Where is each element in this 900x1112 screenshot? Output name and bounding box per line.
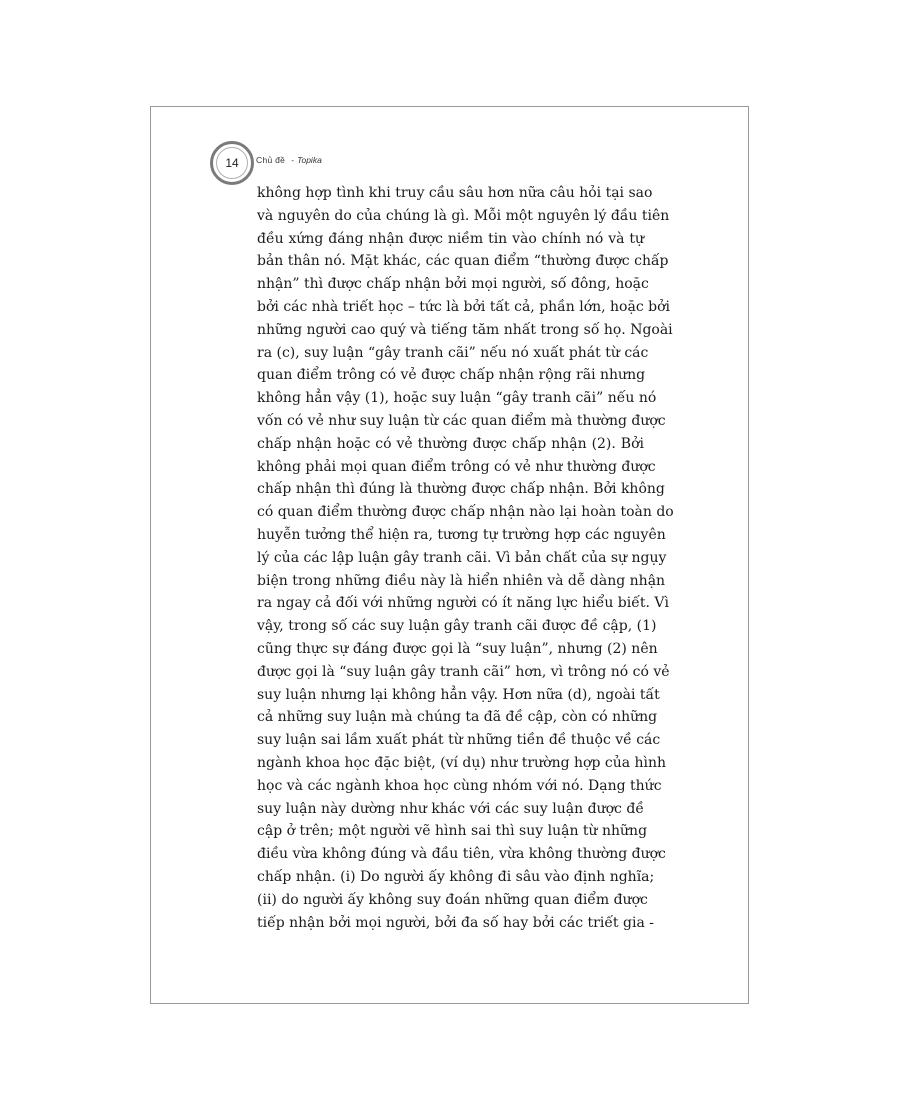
text-line: ra (c), suy luận “gây tranh cãi” nếu nó xuất phát từ các [257, 344, 649, 361]
text-line: học và các ngành khoa học cùng nhóm với nó. Dạng thức [257, 777, 662, 794]
text-line: lý của các lập luận gây tranh cãi. Vì bản chất của sự ngụy [257, 549, 667, 566]
text-line: chấp nhận. (i) Do người ấy không đi sâu vào định nghĩa; [257, 868, 655, 885]
text-line: bản thân nó. Mặt khác, các quan điểm “thường được chấp [257, 253, 669, 270]
text-line: chấp nhận hoặc có vẻ thường được chấp nhận (2). Bởi [257, 435, 644, 452]
text-line: không hợp tình khi truy cầu sâu hơn nữa câu hỏi tại sao [257, 185, 653, 201]
text-line: cũng thực sự đáng được gọi là “suy luận”, nhưng (2) nên [257, 640, 658, 657]
text-line: (ii) do người ấy không suy đoán những quan điểm được [257, 891, 648, 908]
text-line: những người cao quý và tiếng tăm nhất trong số họ. Ngoài [257, 321, 673, 338]
text-line: không hẳn vậy (1), hoặc suy luận “gây tranh cãi” nếu nó [257, 390, 657, 407]
running-header [256, 155, 322, 165]
chapter-title: Topika [297, 155, 322, 165]
page-number: 14 [225, 156, 239, 170]
text-line: suy luận này dường như khác với các suy luận được đề [257, 800, 644, 817]
text-line: tiếp nhận bởi mọi người, bởi đa số hay bởi các triết gia - [257, 914, 654, 931]
text-line: bởi các nhà triết học – tức là bởi tất cả, phần lớn, hoặc bởi [257, 298, 670, 315]
page-number-badge [210, 141, 254, 185]
text-line: suy luận nhưng lại không hẳn vậy. Hơn nữa (d), ngoài tất [257, 686, 660, 703]
text-line: không phải mọi quan điểm trông có vẻ như thường được [257, 458, 656, 475]
text-line: điều vừa không đúng và đầu tiên, vừa không thường được [257, 846, 666, 863]
text-line: và nguyên do của chúng là gì. Mỗi một nguyên lý đầu tiên [257, 207, 670, 224]
text-line: được gọi là “suy luận gây tranh cãi” hơn, vì trông nó có vẻ [257, 663, 670, 680]
text-line: nhận” thì được chấp nhận bởi mọi người, số đông, hoặc [257, 276, 649, 293]
text-line: huyễn tưởng thể hiện ra, tương tự trường hợp các nguyên [257, 526, 666, 543]
text-line: quan điểm trông có vẻ được chấp nhận rộng rãi nhưng [257, 367, 646, 384]
text-line: vốn có vẻ như suy luận từ các quan điểm mà thường được [257, 412, 666, 429]
header-separator: - [291, 155, 295, 165]
text-line: vậy, trong số các suy luận gây tranh cãi được đề cập, (1) [257, 618, 657, 635]
text-line: biện trong những điều này là hiển nhiên và dễ dàng nhận [257, 572, 666, 589]
text-line: cả những suy luận mà chúng ta đã đề cập, còn có những [257, 709, 658, 726]
text-line: chấp nhận thì đúng là thường được chấp nhận. Bởi không [257, 481, 665, 498]
text-line: đều xứng đáng nhận được niềm tin vào chính nó và tự [257, 230, 644, 247]
chapter-label: Chủ đề [256, 155, 286, 165]
text-line: ngành khoa học đặc biệt, (ví dụ) như trường hợp của hình [257, 754, 667, 771]
text-line: ra ngay cả đối với những người có ít năng lực hiểu biết. Vì [257, 595, 669, 612]
body-text [257, 182, 674, 934]
text-line: có quan điểm thường được chấp nhận nào lại hoàn toàn do [257, 504, 674, 521]
text-line: suy luận sai lầm xuất phát từ những tiền đề thuộc về các [257, 732, 661, 749]
text-line: cập ở trên; một người vẽ hình sai thì suy luận từ những [257, 823, 648, 840]
